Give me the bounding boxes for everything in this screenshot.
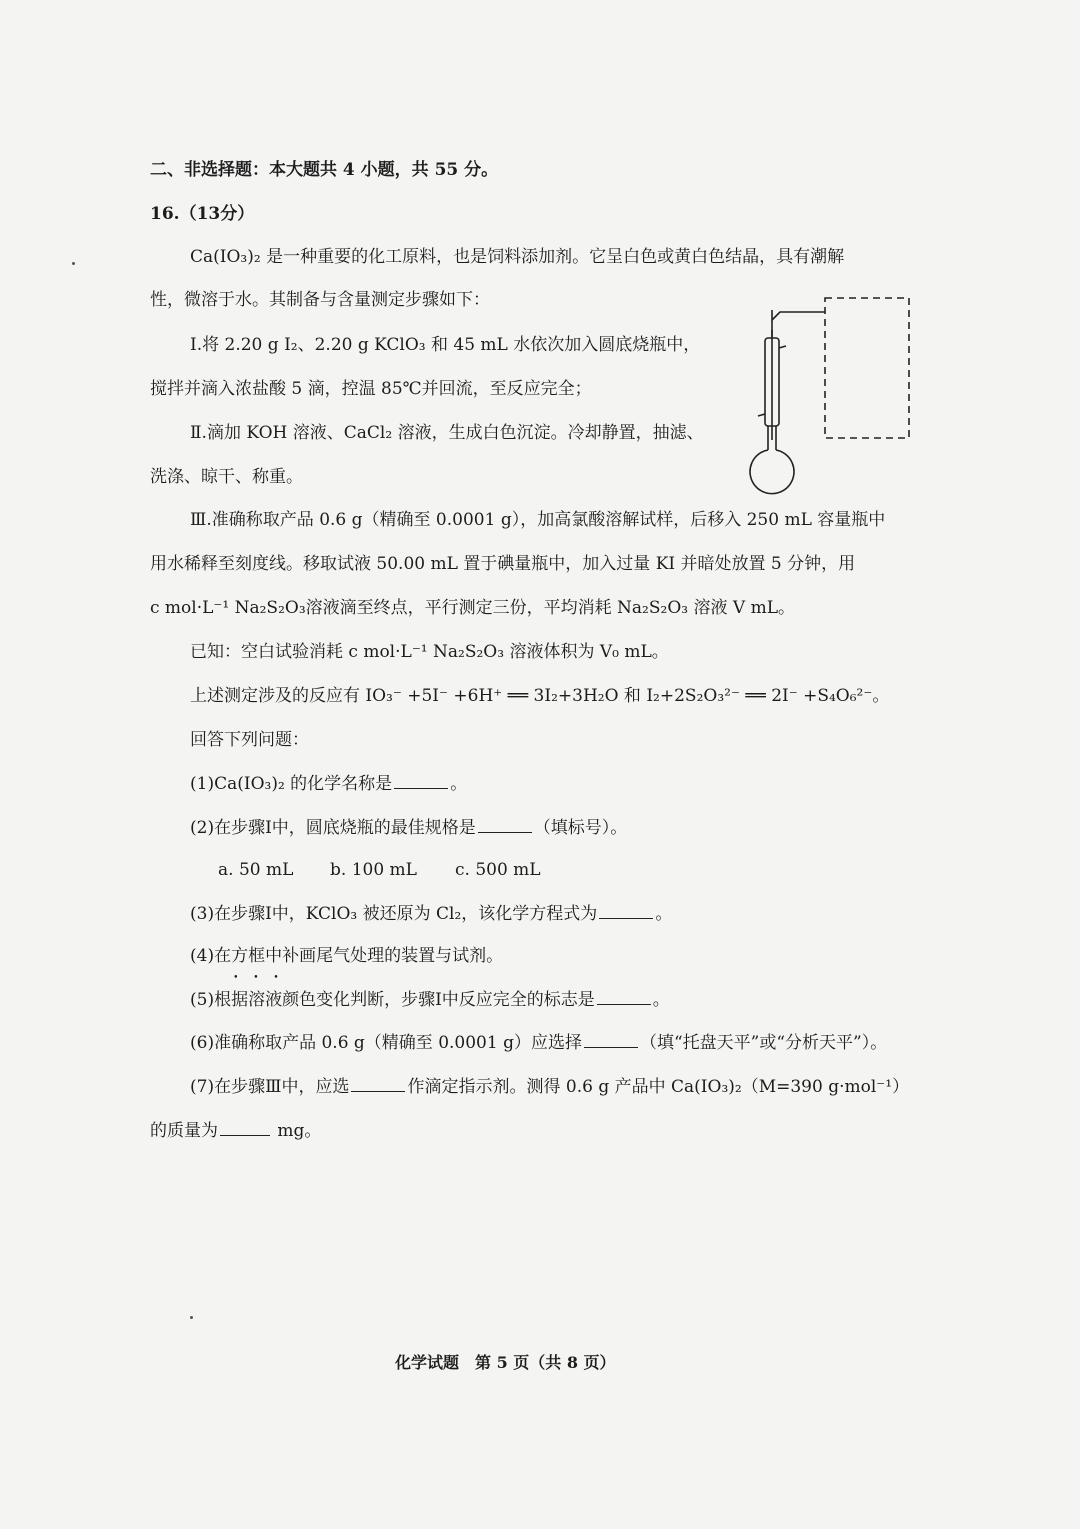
step2-line-2: 洗涤、晾干、称重。 — [150, 467, 303, 487]
scan-speck — [72, 262, 75, 265]
dashed-drawing-box — [825, 298, 909, 438]
answer-blank-2[interactable] — [478, 816, 532, 833]
reaction-equations: 上述测定涉及的反应有 IO₃⁻ +5I⁻ +6H⁺ ══ 3I₂+3H₂O 和 I₂+2S₂O₃²⁻ ══ 2I⁻ +S₄O₆²⁻。 — [190, 686, 890, 706]
subquestion-2: (2)在步骤Ⅰ中，圆底烧瓶的最佳规格是 （填标号）。 — [190, 818, 628, 838]
round-bottom-flask — [750, 450, 794, 494]
answer-blank-7b[interactable] — [220, 1119, 270, 1136]
answer-blank-5[interactable] — [597, 988, 651, 1005]
option-a: a. 50 mL — [218, 860, 294, 880]
water-inlet-arm — [758, 414, 765, 416]
subquestion-7: (7)在步骤Ⅲ中，应选 作滴定指示剂。测得 0.6 g 产品中 Ca(IO₃)₂（M=390 g·mol⁻¹） — [190, 1077, 910, 1097]
reflux-apparatus-diagram — [740, 290, 920, 500]
step3-line-1: Ⅲ.准确称取产品 0.6 g（精确至 0.0001 g），加高氯酸溶解试样，后移入 250 mL 容量瓶中 — [190, 510, 886, 530]
intro-line-1: Ca(IO₃)₂ 是一种重要的化工原料，也是饲料添加剂。它呈白色或黄白色结晶，具有潮解 — [190, 247, 845, 267]
option-b: b. 100 mL — [330, 860, 417, 880]
subquestion-5: (5)根据溶液颜色变化判断，步骤Ⅰ中反应完全的标志是 。 — [190, 990, 670, 1010]
answer-blank-7a[interactable] — [351, 1075, 405, 1092]
subquestion-1: (1)Ca(IO₃)₂ 的化学名称是 。 — [190, 774, 468, 794]
scan-speck — [190, 1316, 193, 1319]
question-number: 16.（13分） — [150, 204, 255, 224]
step1-line-2: 搅拌并滴入浓盐酸 5 滴，控温 85℃并回流，至反应完全； — [150, 379, 592, 399]
answer-blank-3[interactable] — [599, 902, 653, 919]
answer-blank-1[interactable] — [394, 772, 448, 789]
outlet-tube — [772, 312, 825, 320]
subquestion-3: (3)在步骤Ⅰ中，KClO₃ 被还原为 Cl₂，该化学方程式为 。 — [190, 904, 673, 924]
step3-line-3: c mol·L⁻¹ Na₂S₂O₃溶液滴至终点，平行测定三份，平均消耗 Na₂S₂O₃ 溶液 V mL。 — [150, 598, 795, 618]
step1-line-1: Ⅰ.将 2.20 g I₂、2.20 g KClO₃ 和 45 mL 水依次加入圆底烧瓶中， — [190, 335, 701, 355]
intro-line-2: 性，微溶于水。其制备与含量测定步骤如下： — [150, 290, 490, 310]
option-c: c. 500 mL — [455, 860, 541, 880]
answer-blank-6[interactable] — [584, 1031, 638, 1048]
step2-line-1: Ⅱ.滴加 KOH 溶液、CaCl₂ 溶液，生成白色沉淀。冷却静置，抽滤、 — [190, 423, 704, 443]
water-outlet-arm — [779, 346, 786, 348]
subquestion-6: (6)准确称取产品 0.6 g（精确至 0.0001 g）应选择 （填“托盘天平”或“分析天平”）。 — [190, 1033, 888, 1053]
page-footer: 化学试题 第 5 页（共 8 页） — [395, 1353, 616, 1372]
section-heading: 二、非选择题：本大题共 4 小题，共 55 分。 — [150, 160, 499, 180]
known-condition: 已知：空白试验消耗 c mol·L⁻¹ Na₂S₂O₃ 溶液体积为 V₀ mL。 — [190, 642, 669, 662]
subquestion-4: (4)在方框中 • • •补画尾气处理的装置与试剂。 — [190, 944, 503, 968]
step3-line-2: 用水稀释至刻度线。移取试液 50.00 mL 置于碘量瓶中，加入过量 KI 并暗处放置 5 分钟，用 — [150, 554, 856, 574]
answer-prompt: 回答下列问题： — [190, 730, 309, 750]
emphasis-marks: 方框中 • • • — [231, 946, 282, 966]
subquestion-7-line-2: 的质量为 mg。 — [150, 1121, 322, 1141]
